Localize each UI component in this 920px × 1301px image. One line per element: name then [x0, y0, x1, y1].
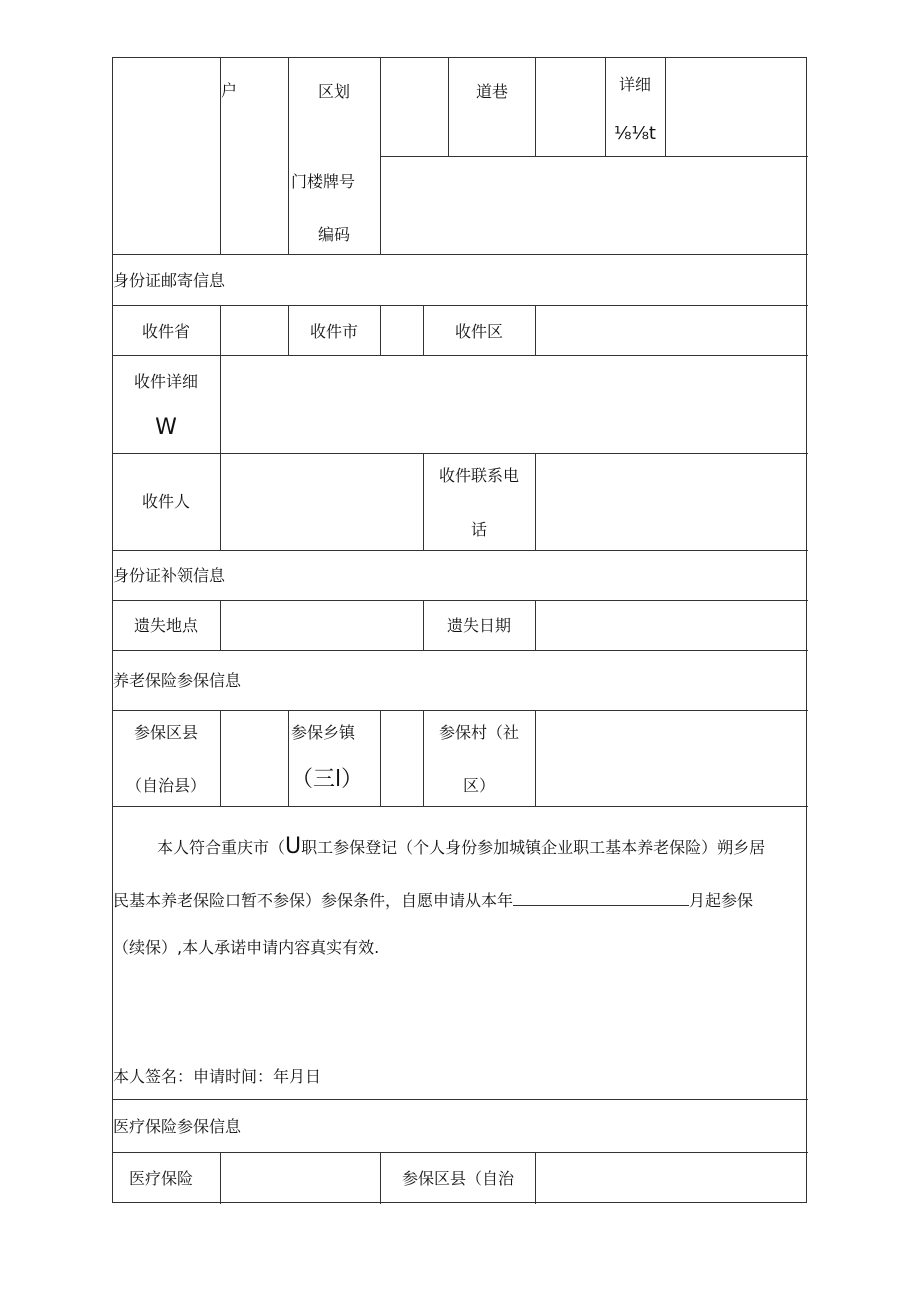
menloupaihao-label: 门楼牌号	[290, 172, 356, 191]
city-label: 收件市	[309, 322, 359, 341]
phone-label-line1: 收件联系电	[438, 466, 520, 485]
pension-township-value-cell[interactable]	[381, 711, 423, 806]
declaration-mark: U	[285, 834, 302, 859]
menloupaihao-value-cell[interactable]	[381, 157, 808, 254]
detail-label: 收件详细	[133, 372, 199, 391]
pension-village-label-line1: 参保村（社	[438, 723, 520, 742]
col-divider	[448, 58, 449, 156]
id-reissue-section-title: 身份证补领信息	[113, 566, 226, 585]
row-divider	[113, 254, 808, 255]
pension-village-value-cell[interactable]	[536, 711, 808, 806]
province-value-cell[interactable]	[221, 306, 288, 355]
detail-value-cell[interactable]	[221, 356, 808, 453]
pension-county-label-line1: 参保区县	[133, 723, 199, 742]
lost-date-label: 遗失日期	[446, 616, 512, 635]
recipient-value-cell[interactable]	[221, 454, 423, 550]
start-year-blank[interactable]	[513, 887, 689, 906]
pension-township-suffix: （三l）	[290, 767, 364, 792]
phone-label-line2: 话	[470, 520, 488, 539]
col-divider	[535, 58, 536, 156]
district-label: 收件区	[454, 322, 504, 341]
col-divider	[288, 305, 289, 355]
recipient-label: 收件人	[141, 492, 191, 511]
col-divider	[288, 58, 289, 254]
medical-county-value-cell[interactable]	[536, 1153, 808, 1204]
medical-county-label: 参保区县（自治	[401, 1169, 515, 1188]
col-divider	[423, 710, 424, 806]
medical-insurance-label: 医疗保险	[128, 1169, 194, 1188]
col-divider	[288, 710, 289, 806]
xiangxi-value: ⅛⅛t	[614, 123, 656, 144]
daoxiang-label: 道巷	[475, 82, 509, 101]
phone-value-cell[interactable]	[536, 454, 808, 550]
detail-suffix: W	[155, 415, 177, 440]
row-divider	[113, 1099, 808, 1100]
hu-label: 户	[221, 81, 238, 100]
bianma-label: 编码	[317, 225, 351, 244]
pension-township-label: 参保乡镇	[290, 723, 356, 742]
declaration-line-2: 民基本养老保险口暂不参保）参保条件，自愿申请从本年 月起参保	[113, 887, 753, 911]
row-divider	[113, 806, 808, 807]
quhua-label: 区划	[317, 82, 351, 101]
district-value-cell[interactable]	[536, 306, 808, 355]
col-divider	[380, 1152, 381, 1204]
col-divider	[423, 305, 424, 355]
lost-place-label: 遗失地点	[133, 616, 199, 635]
row-divider	[113, 650, 808, 651]
city-value-cell[interactable]	[381, 306, 423, 355]
row-divider	[113, 550, 808, 551]
lost-place-value-cell[interactable]	[221, 601, 423, 650]
signature-line: 本人签名：申请时间：年月日	[113, 1067, 322, 1086]
declaration-line-1: 本人符合重庆市（U职工参保登记（个人身份参加城镇企业职工基本养老保险）朔乡居	[157, 834, 766, 859]
lost-date-value-cell[interactable]	[536, 601, 808, 650]
province-label: 收件省	[141, 322, 191, 341]
medical-insurance-value-cell[interactable]	[221, 1153, 380, 1204]
pension-section-title: 养老保险参保信息	[113, 671, 242, 690]
col-divider	[423, 600, 424, 650]
id-mailing-section-title: 身份证邮寄信息	[113, 271, 226, 290]
pension-county-label-line2: （自治县）	[125, 776, 207, 795]
col-divider	[665, 58, 666, 156]
application-form	[112, 57, 807, 1203]
pension-village-label-line2: 区）	[462, 776, 496, 795]
declaration-line-3: （续保）,本人承诺申请内容真实有效.	[113, 938, 380, 957]
col-divider	[423, 453, 424, 550]
pension-county-value-cell[interactable]	[221, 711, 288, 806]
xiangxi-label: 详细	[618, 75, 652, 94]
col-divider	[605, 58, 606, 156]
medical-section-title: 医疗保险参保信息	[113, 1117, 242, 1136]
